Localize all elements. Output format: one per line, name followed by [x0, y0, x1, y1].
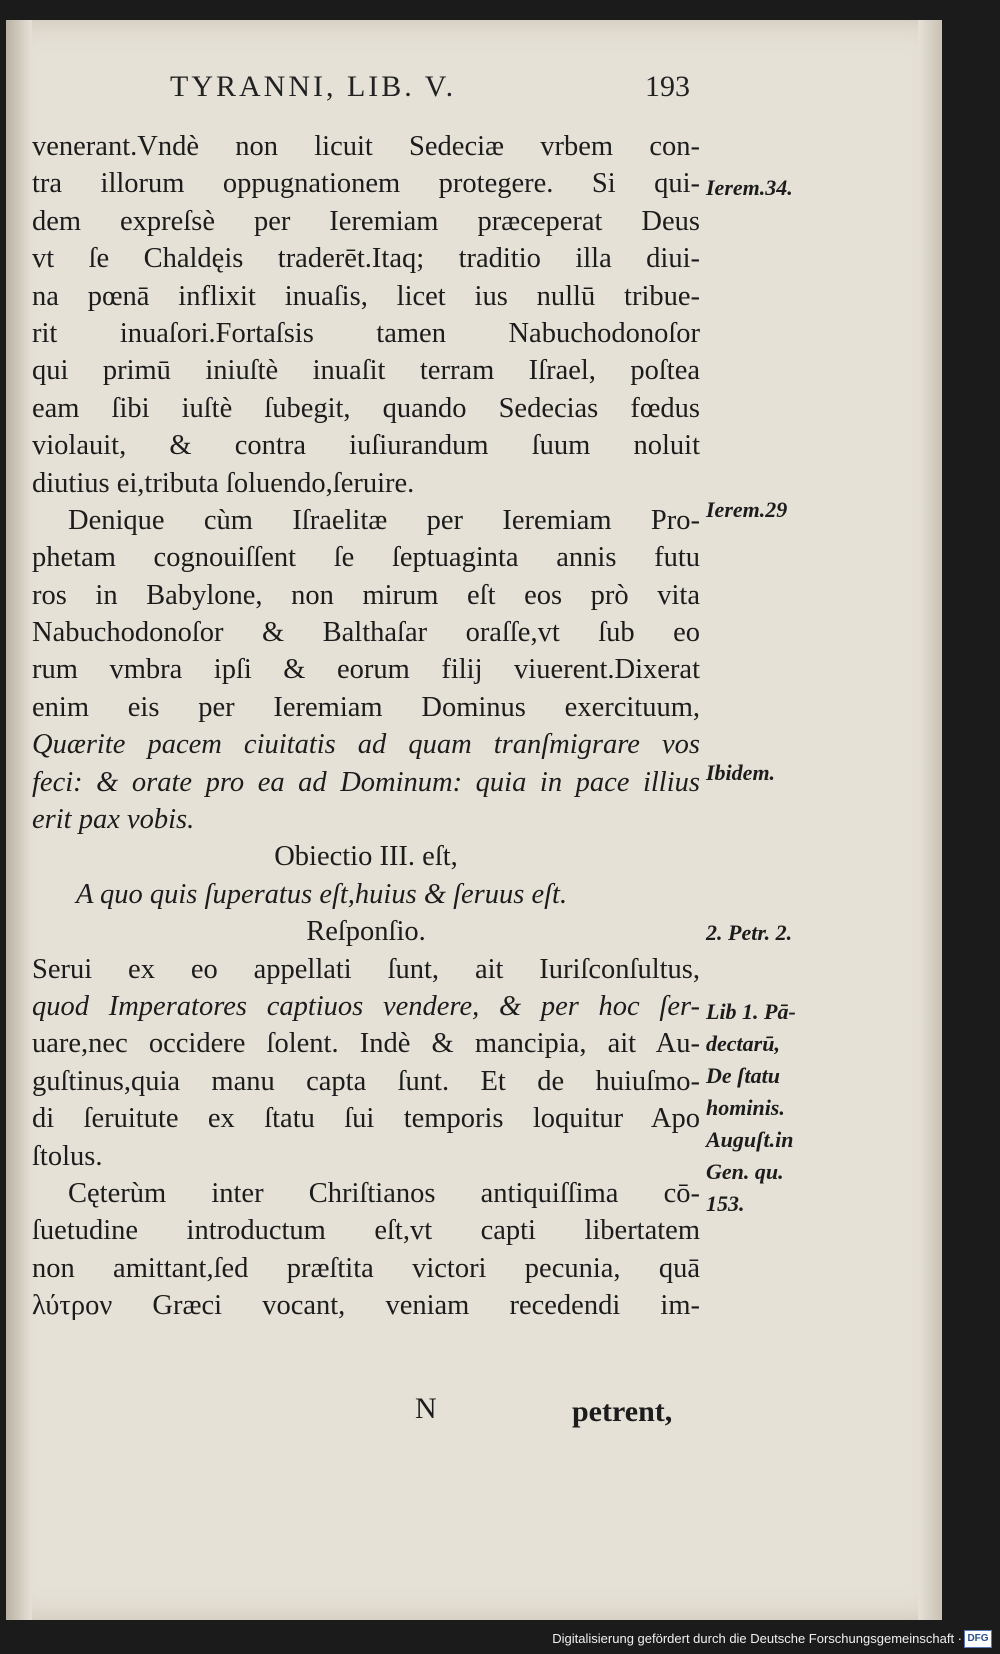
text-line: eam ſibi iuſtè ſubegit, quando Sedecias fœdus	[32, 392, 700, 424]
text-line: Denique cùm Iſraelitæ per Ieremiam Pro-	[68, 504, 700, 536]
text-line: Quærite pacem ciuitatis ad quam tranſmigrare vos	[32, 729, 700, 761]
dfg-logo-icon: DFG	[964, 1630, 992, 1648]
text-line: phetam cognouiſſent ſe ſeptuaginta annis futu	[32, 542, 700, 574]
text-line: Obiectio III. eſt,	[274, 841, 458, 873]
page-edge-shadow	[918, 20, 942, 1620]
text-line: erit pax vobis.	[32, 804, 195, 836]
marginal-note-digest-augustine: Lib 1. Pā- dectarū, De ſtatu hominis. Auguſt.in Gen. qu. 153.	[706, 999, 796, 1216]
text-line: di ſeruitute ex ſtatu ſui temporis loquitur Apo	[32, 1103, 700, 1135]
text-line: feci: & orate pro ea ad Dominum: quia in pace illius	[32, 766, 700, 798]
marginal-note-petr: 2. Petr. 2.	[706, 920, 793, 945]
text-line: uare,nec occidere ſolent. Indè & mancipia, ait Au-	[32, 1028, 700, 1060]
text-line: quod Imperatores captiuos vendere, & per hoc ſer-	[32, 990, 700, 1022]
text-line: λύτρον Græci vocant, veniam recedendi im-	[32, 1290, 700, 1322]
text-line: rum vmbra ipſi & eorum filij viuerent.Dixerat	[32, 654, 700, 686]
text-line: ros in Babylone, non mirum eſt eos prò vita	[32, 579, 700, 611]
text-line: dem expreſsè per Ieremiam præceperat Deus	[32, 205, 700, 237]
text-line: non amittant,ſed præſtita victori pecunia, quā	[32, 1252, 700, 1284]
text-line: Serui ex eo appellati ſunt, ait Iuriſconſultus,	[32, 953, 700, 985]
marginal-note-ierem-29: Ierem.29	[706, 497, 788, 522]
running-title: TYRANNI, LIB. V.	[170, 70, 457, 103]
signature-mark: N	[415, 1392, 437, 1425]
text-line: enim eis per Ieremiam Dominus exercituum,	[32, 691, 700, 723]
marginal-note-ibidem: Ibidem.	[706, 760, 776, 785]
text-line: A quo quis ſuperatus eſt,huius & ſeruus eſt.	[76, 878, 568, 910]
digitization-credit: Digitalisierung gefördert durch die Deutsche Forschungsgemeinschaft ·	[552, 1631, 962, 1646]
text-line: Cęterùm inter Chriſtianos antiquiſſima cō-	[68, 1177, 700, 1209]
text-line: guſtinus,quia manu capta ſunt. Et de huiuſmo-	[32, 1065, 700, 1097]
text-line: ſtolus.	[32, 1140, 103, 1172]
text-line: violauit, & contra iuſiurandum ſuum noluit	[32, 430, 700, 462]
text-line: qui primū iniuſtè inuaſit terram Iſrael, poſtea	[32, 355, 700, 387]
marginal-note-ierem-34: Ierem.34.	[706, 175, 793, 200]
text-line: venerant.Vndè non licuit Sedeciæ vrbem con-	[32, 131, 700, 162]
text-line: vt ſe Chaldęis traderēt.Itaq; traditio illa diui-	[32, 243, 700, 275]
text-line: rit inuaſori.Fortaſsis tamen Nabuchodonoſor	[32, 317, 700, 349]
text-line: diutius ei,tributa ſoluendo,ſeruire.	[32, 467, 415, 499]
text-line: ſuetudine introductum eſt,vt capti libertatem	[32, 1215, 700, 1247]
page-number: 193	[645, 70, 690, 103]
text-body	[32, 128, 700, 1325]
text-line: na pœnā inflixit inuaſis, licet ius nullū tribue-	[32, 280, 700, 312]
text-line: tra illorum oppugnationem protegere. Si qui-	[32, 168, 700, 200]
catchword: petrent,	[572, 1395, 673, 1428]
page-gutter-shadow	[6, 20, 32, 1620]
text-line: Nabuchodonoſor & Balthaſar oraſſe,vt ſub eo	[32, 617, 700, 649]
text-line: Reſponſio.	[306, 916, 426, 948]
